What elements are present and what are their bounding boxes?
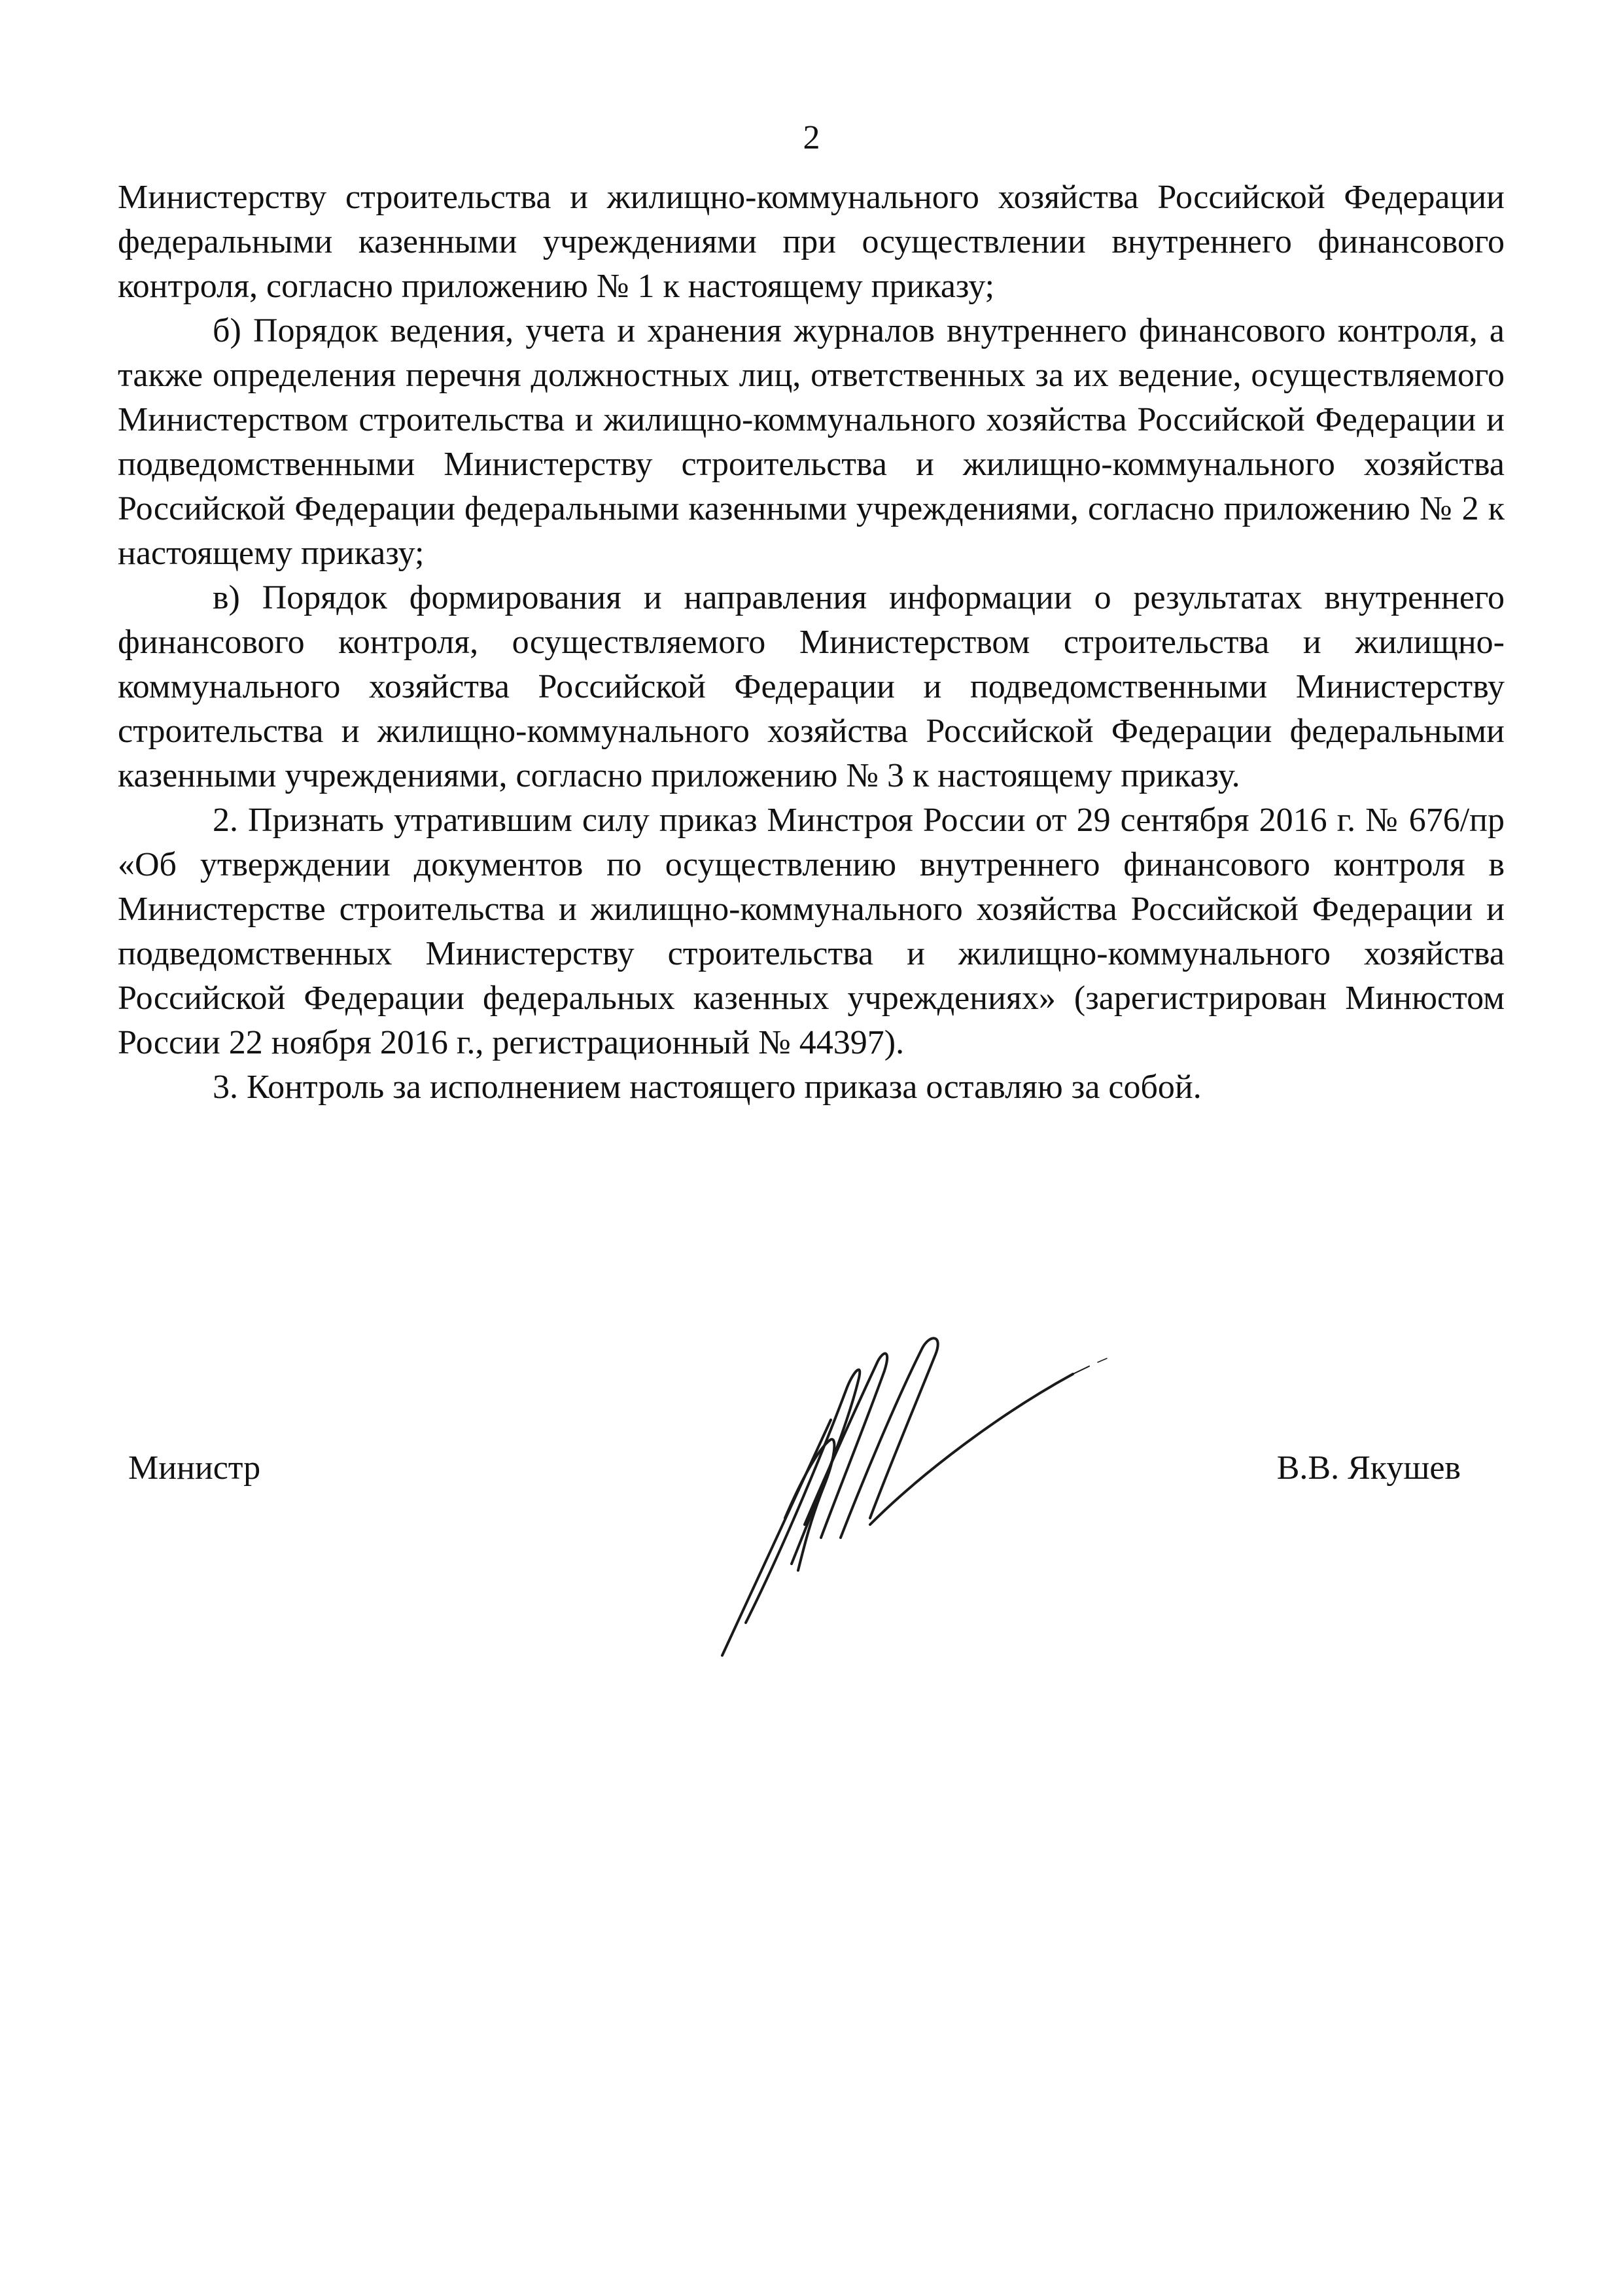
signatory-name: В.В. Якушев: [1276, 1449, 1461, 1487]
handwritten-signature: [707, 1309, 1125, 1675]
paragraph-point-3: 3. Контроль за исполнением настоящего приказа оставляю за собой.: [213, 1069, 1202, 1106]
paragraph-item-v: в) Порядок формирования и направления информации о результатах внутреннего финансового контроля, осуществляемого Министерством строительства и жилищно-коммунального хозяйства Российской Федерации и подведомственными Министерству строительства и жилищно-коммунального хозяйства Российской Федерации федеральными казенными учреждениями, согласно приложению № 3 к настоящему приказу.: [118, 579, 1505, 794]
signatory-title: Министр: [128, 1449, 261, 1487]
paragraph-item-b: б) Порядок ведения, учета и хранения журналов внутреннего финансового контроля, а также определения перечня должностных лиц, ответственных за их ведение, осуществляемого Министерством строительства и жилищно-коммунального хозяйства Российской Федерации и подведомственными Министерству строительства и жилищно-коммунального хозяйства Российской Федерации федеральными казенными учреждениями, согласно приложению № 2 к настоящему приказу;: [118, 312, 1505, 572]
document-body: [118, 175, 1505, 1110]
paragraph-continuation: Министерству строительства и жилищно-коммунального хозяйства Российской Федерации федеральными казенными учреждениями при осуществлении внутреннего финансового контроля, согласно приложению № 1 к настоящему приказу;: [118, 179, 1505, 305]
paragraph-point-2: 2. Признать утратившим силу приказ Минстроя России от 29 сентября 2016 г. № 676/пр «Об утверждении документов по осуществлению внутреннего финансового контроля в Министерстве строительства и жилищно-коммунального хозяйства Российской Федерации и подведомственных Министерству строительства и жилищно-коммунального хозяйства Российской Федерации федеральных казенных учреждениях» (зарегистрирован Минюстом России 22 ноября 2016 г., регистрационный № 44397).: [118, 802, 1505, 1061]
page-number: 2: [803, 119, 820, 156]
